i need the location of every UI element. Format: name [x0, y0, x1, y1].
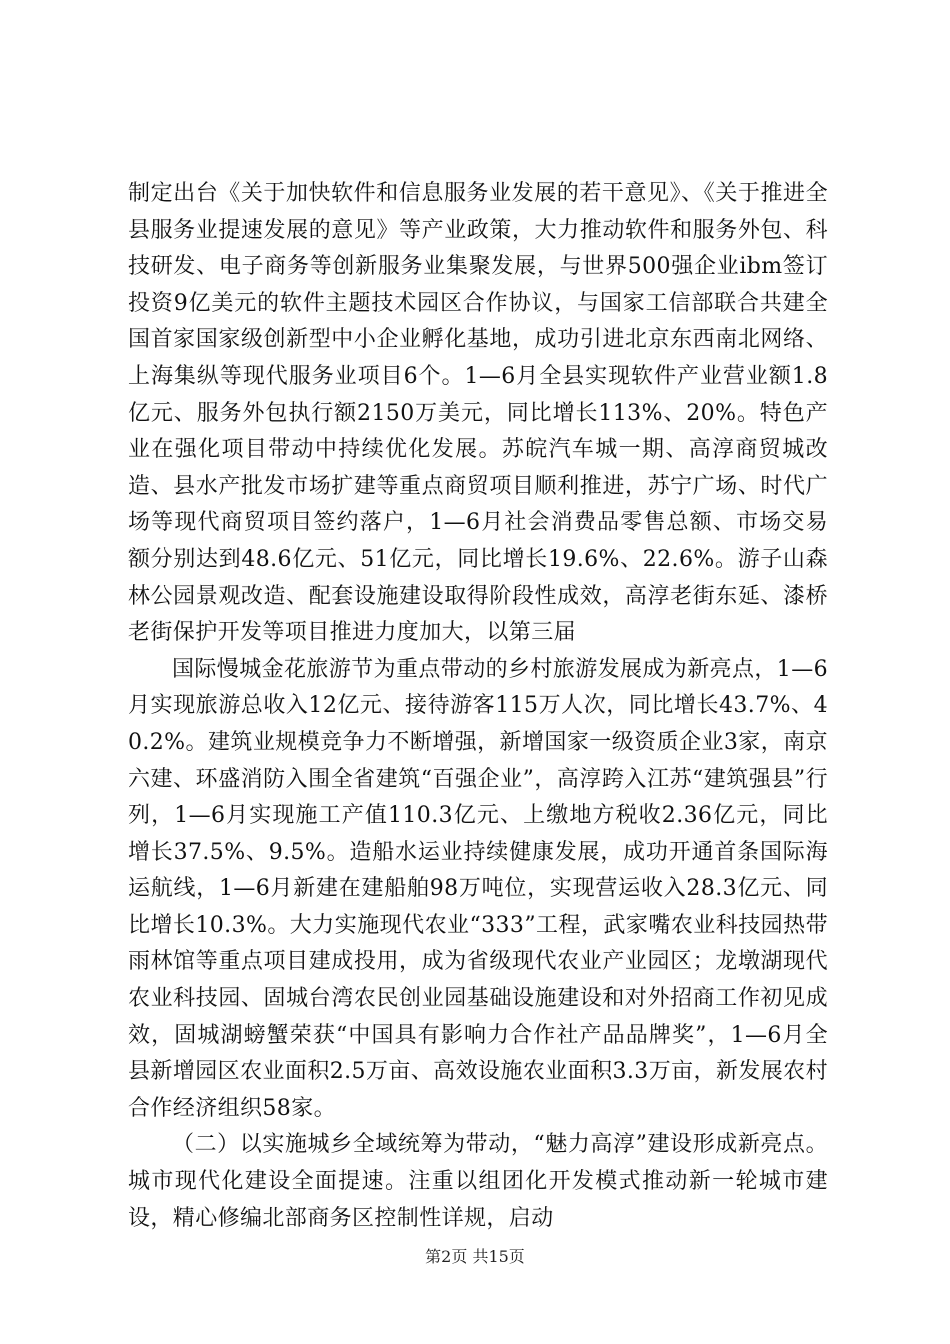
page-number-footer: 第2页 共15页	[425, 1247, 525, 1266]
paragraph-2: 国际慢城金花旅游节为重点带动的乡村旅游发展成为新亮点，1—6月实现旅游总收入12亿元、接待游客115万人次，同比增长43.7%、40.2%。建筑业规模竞争力不断增强，新增国家一级资质企业3家，南京六建、环盛消防入围全省建筑“百强企业”，高淳跨入江苏“建筑强县”行列，1—6月实现施工产值110.3亿元、上缴地方税收2.36亿元，同比增长37.5%、9.5%。造船水运业持续健康发展，成功开通首条国际海运航线，1—6月新建在建船舶98万吨位，实现营运收入28.3亿元、同比增长10.3%。大力实施现代农业“333”工程，武家嘴农业科技园热带雨林馆等重点项目建成投用，成为省级现代农业产业园区；龙墩湖现代农业科技园、固城台湾农民创业园基础设施建设和对外招商工作初见成效，固城湖螃蟹荣获“中国具有影响力合作社产品品牌奖”，1—6月全县新增园区农业面积2.5万亩、高效设施农业面积3.3万亩，新发展农村合作经济组织58家。	[128, 656, 828, 1121]
document-body	[128, 176, 828, 1237]
paragraph-1: 制定出台《关于加快软件和信息服务业发展的若干意见》、《关于推进全县服务业提速发展的意见》等产业政策，大力推动软件和服务外包、科技研发、电子商务等创新服务业集聚发展，与世界500强企业ibm签订投资9亿美元的软件主题技术园区合作协议，与国家工信部联合共建全国首家国家级创新型中小企业孵化基地，成功引进北京东西南北网络、上海集纵等现代服务业项目6个。1—6月全县实现软件产业营业额1.8亿元、服务外包执行额2150万美元，同比增长113%、20%。特色产业在强化项目带动中持续优化发展。苏皖汽车城一期、高淳商贸城改造、县水产批发市场扩建等重点商贸项目顺利推进，苏宁广场、时代广场等现代商贸项目签约落户，1—6月社会消费品零售总额、市场交易额分别达到48.6亿元、51亿元，同比增长19.6%、22.6%。游子山森林公园景观改造、配套设施建设取得阶段性成效，高淳老街东延、漆桥老街保护开发等项目推进力度加大，以第三届	[128, 181, 828, 646]
paragraph-3: （二）以实施城乡全域统筹为带动，“魅力高淳”建设形成新亮点。城市现代化建设全面提速。注重以组团化开发模式推动新一轮城市建设，精心修编北部商务区控制性详规，启动	[128, 1132, 828, 1231]
